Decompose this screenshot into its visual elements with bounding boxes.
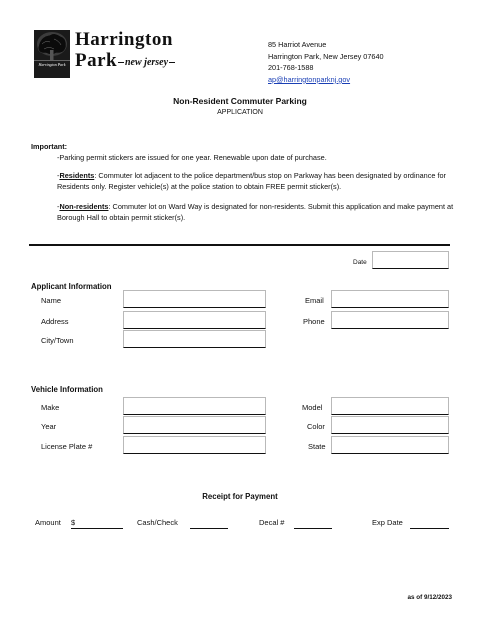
color-label: Color (307, 422, 325, 431)
phone-field[interactable] (331, 311, 449, 329)
state-field[interactable] (331, 436, 449, 454)
logo-word-harrington: Harrington (75, 29, 173, 50)
borough-logo (34, 30, 194, 84)
revision-date: as of 9/12/2023 (407, 594, 452, 601)
important-label: Important: (31, 142, 68, 151)
logo-state (117, 57, 176, 68)
name-label: Name (41, 296, 62, 305)
applicant-heading: Applicant Information (31, 282, 112, 291)
note-residents (57, 170, 457, 192)
plate-field[interactable] (123, 436, 266, 454)
exp-date-field[interactable] (410, 528, 449, 529)
decal-label: Decal # (259, 518, 285, 527)
address-street: 85 Harriot Avenue (268, 40, 327, 49)
logo-caption: Harrington Park (38, 62, 66, 67)
date-field[interactable] (372, 251, 449, 269)
year-label: Year (41, 422, 57, 431)
logo-word-park: Park (75, 50, 118, 71)
date-label: Date (353, 259, 367, 266)
color-field[interactable] (331, 416, 449, 434)
amount-label: Amount (35, 518, 61, 527)
email-label: Email (305, 296, 324, 305)
note-nonresidents-label: Non-residents (59, 202, 109, 211)
form-subtitle: APPLICATION (217, 109, 263, 116)
make-field[interactable] (123, 397, 266, 415)
note-residents-text: : Commuter lot adjacent to the police department/bus stop on Parkway has been designated by ordinance for Residents only. Register vehicle(s) at the police station to obtain FREE permit sticker(s). (57, 171, 446, 192)
logo-state-text: new jersey (125, 57, 169, 68)
city-field[interactable] (123, 330, 266, 348)
decal-field[interactable] (294, 528, 332, 529)
cash-check-field[interactable] (190, 528, 228, 529)
name-field[interactable] (123, 290, 266, 308)
address-city: Harrington Park, New Jersey 07640 (268, 51, 384, 61)
cash-check-label: Cash/Check (137, 518, 178, 527)
make-label: Make (41, 403, 60, 412)
year-field[interactable] (123, 416, 266, 434)
address-block (268, 39, 384, 85)
state-label: State (308, 442, 326, 451)
note-residents-prefix: - (57, 171, 60, 180)
note-residents-label: Residents (59, 171, 95, 180)
address-label: Address (41, 317, 69, 326)
note-nonresidents-prefix: - (57, 202, 60, 211)
note-nonresidents (57, 201, 457, 223)
phone-label: Phone (303, 317, 325, 326)
model-field[interactable] (331, 397, 449, 415)
section-divider (29, 244, 450, 246)
form-title: Non-Resident Commuter Parking (173, 96, 307, 106)
tree-logo-icon (34, 30, 70, 78)
address-email-link[interactable]: ap@harringtonparknj.gov (268, 74, 351, 84)
note-nonresidents-text: : Commuter lot on Ward Way is designated for non-residents. Submit this application and make payment at Borough Hall to obtain permit sticker(s). (57, 202, 454, 223)
dollar-sign: $ (71, 518, 76, 527)
plate-label: License Plate # (41, 442, 93, 451)
address-field[interactable] (123, 311, 266, 329)
city-label: City/Town (41, 336, 74, 345)
exp-date-label: Exp Date (372, 518, 403, 527)
receipt-heading: Receipt for Payment (202, 492, 278, 501)
model-label: Model (302, 403, 323, 412)
vehicle-heading: Vehicle Information (31, 385, 103, 394)
email-field[interactable] (331, 290, 449, 308)
address-phone: 201-768-1588 (268, 63, 314, 73)
note-renewal: -Parking permit stickers are issued for one year. Renewable upon date of purchase. (57, 153, 327, 162)
amount-field[interactable] (71, 528, 123, 529)
